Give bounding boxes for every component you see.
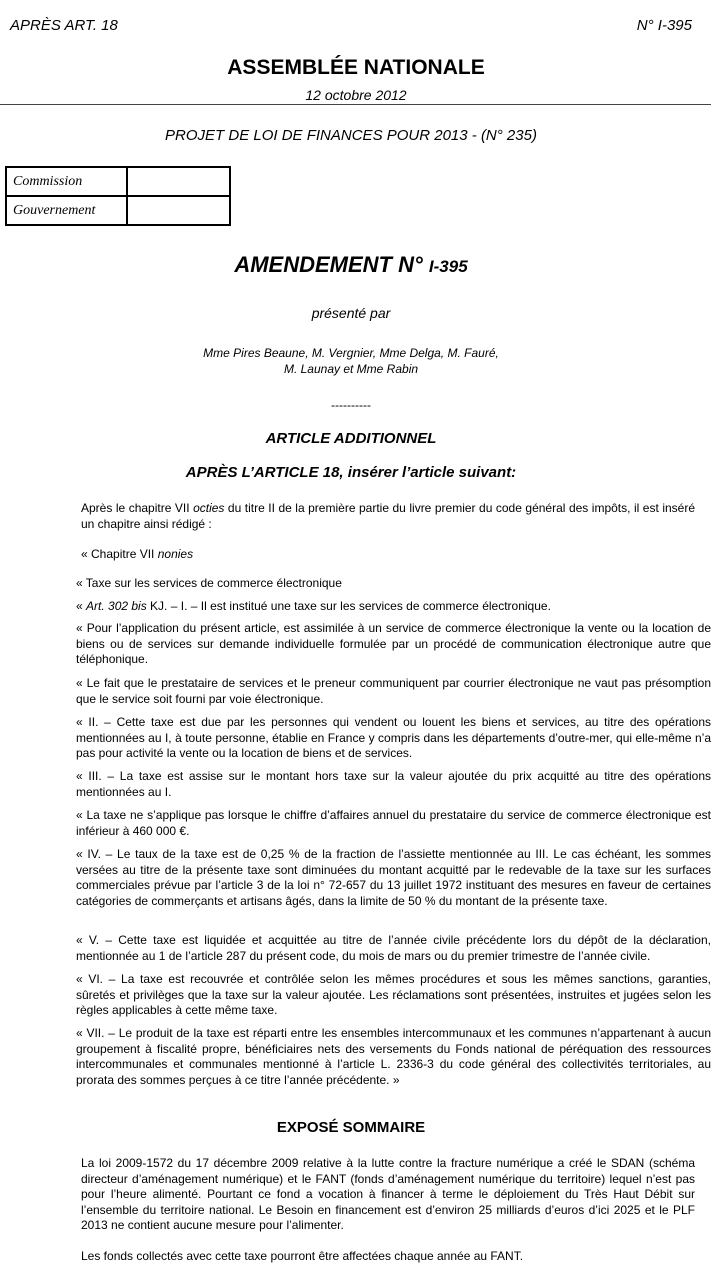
body-paragraph: « La taxe ne s’applique pas lorsque le chiffre d’affaires annuel du prestataire du service de commerce électronique est inférieur à 460 000 €. (76, 808, 711, 838)
presented-by-label: présenté par (311, 305, 391, 321)
document-title: ASSEMBLÉE NATIONALE (227, 56, 485, 79)
body-paragraph: « Pour l’application du présent article, est assimilée à un service de commerce électronique la vente ou la location de biens ou de services sur demande individuelle formulée par un procédé de communication électronique autre que téléphonique. (76, 621, 711, 667)
header-divider (0, 104, 711, 105)
opinion-table (5, 166, 231, 226)
commission-opinion-cell (127, 167, 230, 196)
body-paragraph: « Le fait que le prestataire de services et le preneur communiquent par courrier électronique ne vaut pas présomption que le service soit fourni par voie électronique. (76, 676, 711, 706)
body-paragraph: « IV. – Le taux de la taxe est de 0,25 % de la fraction de l’assiette mentionnée au III. Le cas échéant, les sommes versées au titre de la présente taxe sont diminuées du montant acquitté par le redevable de la taxe sur les surfaces commerciales prévue par l’article 3 de la loi n° 72-657 du 13 juillet 1972 instituant des mesures en faveur de certaines catégories de commerçants et artisans âgés, dans la limite de 50 % du montant de la présente taxe. (76, 847, 711, 908)
body-paragraph: « VI. – La taxe est recouvrée et contrôlée selon les mêmes procédures et sous les mêmes sanctions, garanties, sûretés et privilèges que la taxe sur la valeur ajoutée. Les réclamations sont présentées, instruites et jugées selon les règles applicables à cette même taxe. (76, 972, 711, 1018)
table-row (6, 167, 230, 196)
body-paragraph: « Art. 302 bis KJ. – I. – Il est institué une taxe sur les services de commerce électronique. (76, 599, 551, 613)
authors-line: Mme Pires Beaune, M. Vergnier, Mme Delga, M. Fauré, (203, 346, 499, 360)
header-amendment-number: N° I-395 (636, 17, 692, 34)
table-row (6, 196, 230, 225)
body-paragraph: « III. – La taxe est assise sur le montant hors taxe sur la valeur ajoutée du prix acquitté au titre des opérations mentionnées au I. (76, 769, 711, 799)
authors-line: M. Launay et Mme Rabin (283, 362, 419, 376)
section-heading: ARTICLE ADDITIONNEL (265, 430, 437, 447)
summary-heading: EXPOSÉ SOMMAIRE (276, 1119, 426, 1136)
insertion-instruction: APRÈS L’ARTICLE 18, insérer l’article suivant: (185, 464, 517, 481)
body-paragraph: « II. – Cette taxe est due par les personnes qui vendent ou louent les biens et services, au titre des opérations mentionnées au I, à toute personne, établie en France y compris dans les départements d’outre-mer, qui elle-même n’a pas pour activité la vente ou la location de biens et de services. (76, 715, 711, 761)
summary-paragraph: Les fonds collectés avec cette taxe pourront être affectées chaque année au FANT. (81, 1249, 524, 1263)
body-paragraph: « Taxe sur les services de commerce électronique (76, 576, 342, 590)
bill-title: PROJET DE LOI DE FINANCES POUR 2013 - (N° 235) (165, 127, 537, 144)
body-paragraph: « VII. – Le produit de la taxe est réparti entre les ensembles intercommunaux et les communes n’appartenant à aucun groupement à fiscalité propre, bénéficiaires nets des versements du Fonds national de péréquation des ressources intercommunales et communales mentionné à l’article L. 2336-3 du code général des collectivités territoriales, au prorata des sommes perçues à ce titre l’année précédente. » (76, 1026, 711, 1087)
commission-label: Commission (6, 167, 127, 196)
document-date: 12 octobre 2012 (305, 87, 407, 103)
gouvernement-opinion-cell (127, 196, 230, 225)
gouvernement-label: Gouvernement (6, 196, 127, 225)
amendment-number: I-395 (428, 257, 468, 276)
body-paragraph: « V. – Cette taxe est liquidée et acquittée au titre de l’année civile précédente lors du dépôt de la déclaration, mentionnée au 1 de l’article 287 du présent code, du mois de mars ou du premier trimestre de l’année civile. (76, 933, 711, 963)
summary-paragraph: La loi 2009-1572 du 17 décembre 2009 relative à la lutte contre la fracture numérique a créé le SDAN (schéma directeur d’aménagement numérique) et le FANT (fonds d’aménagement numérique du territoire) lequel n’est pas pour l’heure alimenté. Pourtant ce fond a vocation à financer à terme le déploiement du Très Haut Débit sur l’ensemble du territoire national. Le Besoin en financement est d’environ 25 milliards d’euros d’ici 2025 et le PLF 2013 ne contient aucune mesure pour l’alimenter. (81, 1156, 695, 1233)
amendment-heading (0, 252, 702, 278)
amendment-label: AMENDEMENT N° (234, 252, 423, 277)
header-reference: APRÈS ART. 18 (10, 17, 118, 34)
body-paragraph: « Chapitre VII nonies (81, 547, 194, 561)
authors-block (0, 345, 702, 377)
separator: ---------- (331, 398, 371, 412)
body-paragraph: Après le chapitre VII octies du titre II de la première partie du livre premier du code général des impôts, il est inséré un chapitre ainsi rédigé : (81, 501, 695, 531)
